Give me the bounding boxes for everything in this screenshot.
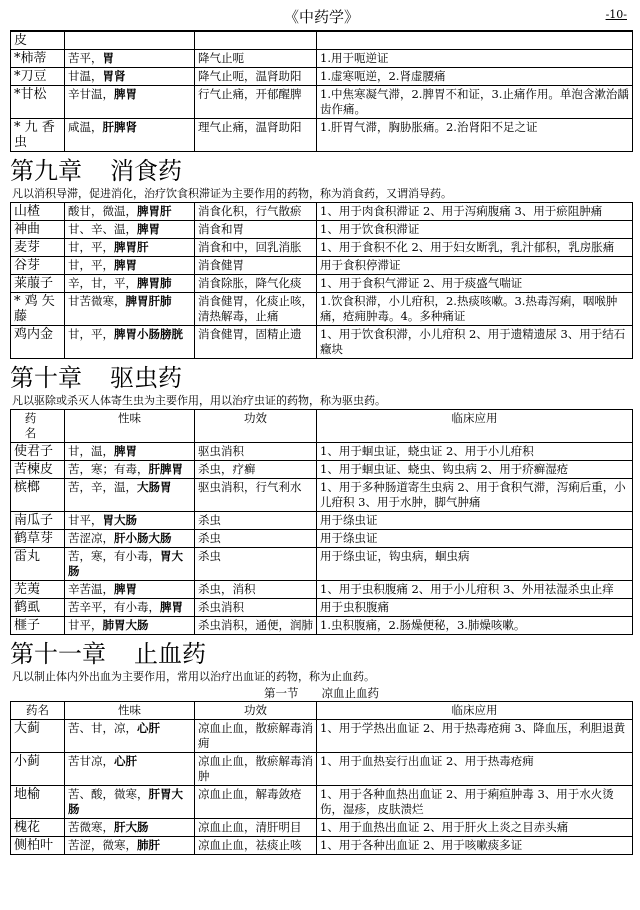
herb-name: 槟榔 <box>11 479 65 512</box>
herb-effect: 消食除胀，降气化痰 <box>195 275 317 293</box>
herb-name: * 九 香虫 <box>11 119 65 152</box>
herb-taste: 甘，平， <box>68 240 114 254</box>
table-row <box>11 581 633 599</box>
herb-taste: 苦平， <box>68 51 103 65</box>
herb-property <box>65 479 195 512</box>
herb-meridian: 胃大肠 <box>102 513 137 527</box>
table-row <box>11 32 633 50</box>
herb-clinical: 1.中焦寒凝气滞，2.脾胃不和证，3.止痛作用。单泡含漱治龋齿作痛。 <box>317 86 633 119</box>
table-row <box>11 221 633 239</box>
herb-meridian: 脾胃肝 <box>114 240 149 254</box>
herb-meridian: 脾胃 <box>114 582 137 596</box>
herb-effect: 凉血止血，散瘀解毒消痈 <box>195 720 317 753</box>
table-row <box>11 479 633 512</box>
herb-meridian: 肝脾胃 <box>148 462 183 476</box>
herb-effect: 凉血止血，解毒敛疮 <box>195 786 317 819</box>
herb-taste: 甘温， <box>68 69 103 83</box>
herb-clinical: 1、用于各种出血证 2、用于咳嗽痰多证 <box>317 837 633 855</box>
herb-taste: 辛甘温， <box>68 87 114 101</box>
herb-effect: 消食和中，回乳消胀 <box>195 239 317 257</box>
chapter-11-heading <box>10 639 633 669</box>
chapter-number: 第九章 <box>10 157 82 185</box>
herb-effect: 杀虫 <box>195 548 317 581</box>
herb-property <box>65 68 195 86</box>
herb-name: 侧柏叶 <box>11 837 65 855</box>
herb-name: 鹤草芽 <box>11 530 65 548</box>
herb-property <box>65 461 195 479</box>
herb-clinical: 1.用于呃逆证 <box>317 50 633 68</box>
chapter-title: 止血药 <box>134 640 206 668</box>
herb-effect <box>195 32 317 50</box>
herb-taste: 苦涩凉， <box>68 531 114 545</box>
herb-clinical: 1、用于虫积腹痛 2、用于小儿疳积 3、外用祛湿杀虫止痒 <box>317 581 633 599</box>
herb-name: 地榆 <box>11 786 65 819</box>
herb-property <box>65 617 195 635</box>
herb-clinical: 1、用于多种肠道寄生虫病 2、用于食积气滞，泻痢后重，小儿疳积 3、用于水肿，脚气肿痛 <box>317 479 633 512</box>
herb-property <box>65 50 195 68</box>
table-row <box>11 720 633 753</box>
herb-effect: 杀虫 <box>195 512 317 530</box>
table-row <box>11 326 633 359</box>
section-heading: 第一节 凉血止血药 <box>264 686 379 700</box>
header-name: 药名 <box>11 410 65 443</box>
header-taste: 性味 <box>65 702 195 720</box>
chapter-9-intro: 凡以消积导滞，促进消化，治疗饮食积滞证为主要作用的药物，称为消食药，又谓消导药。 <box>12 187 452 200</box>
herb-name: 南瓜子 <box>11 512 65 530</box>
herb-property <box>65 203 195 221</box>
page <box>10 0 633 855</box>
herb-clinical: 1.饮食积滞，小儿疳积，2.热痰咳嗽。3.热毒泻痢，咽喉肿痛，疮痈肿毒。4。多种痛证 <box>317 293 633 326</box>
page-number: -10- <box>605 8 627 21</box>
table-row <box>11 86 633 119</box>
table-row <box>11 293 633 326</box>
table-header-row <box>11 410 633 443</box>
herb-name: 芜荑 <box>11 581 65 599</box>
chapter-number: 第十一章 <box>10 640 106 668</box>
herb-name: *甘松 <box>11 86 65 119</box>
table-row <box>11 617 633 635</box>
herb-clinical: 1.肝胃气滞，胸胁胀痛。2.治肾阳不足之证 <box>317 119 633 152</box>
herb-taste: 甘，平， <box>68 327 114 341</box>
herb-effect: 凉血止血，祛痰止咳 <box>195 837 317 855</box>
herb-meridian: 脾胃 <box>160 600 183 614</box>
herb-taste: 辛苦温， <box>68 582 114 596</box>
herb-effect: 消食和胃 <box>195 221 317 239</box>
herb-name: 使君子 <box>11 443 65 461</box>
herb-clinical: 用于食积停滞证 <box>317 257 633 275</box>
herb-meridian: 肝小肠大肠 <box>114 531 172 545</box>
herb-name: 麦芽 <box>11 239 65 257</box>
table-hemostatic <box>10 701 633 855</box>
herb-taste: 苦辛平，有小毒， <box>68 600 160 614</box>
table-row <box>11 548 633 581</box>
herb-taste: 咸温， <box>68 120 103 134</box>
herb-clinical: 用于绦虫证 <box>317 530 633 548</box>
herb-effect: 行气止痛，开郁醒脾 <box>195 86 317 119</box>
herb-property <box>65 221 195 239</box>
herb-clinical: 1、用于学热出血证 2、用于热毒疮痈 3、降血压，利胆退黄 <box>317 720 633 753</box>
herb-taste: 苦，寒；有毒， <box>68 462 149 476</box>
herb-effect: 消食健胃 <box>195 257 317 275</box>
table-row <box>11 257 633 275</box>
herb-property <box>65 443 195 461</box>
herb-taste: 苦涩，微寒， <box>68 838 137 852</box>
herb-meridian: 脾胃肝 <box>137 204 172 218</box>
herb-effect: 杀虫消积 <box>195 599 317 617</box>
header-clinical: 临床应用 <box>317 410 633 443</box>
herb-taste: 甘平， <box>68 513 103 527</box>
herb-effect: 消食健胃，化痰止咳，清热解毒，止痛 <box>195 293 317 326</box>
herb-property <box>65 548 195 581</box>
herb-property <box>65 837 195 855</box>
herb-effect: 杀虫，消积 <box>195 581 317 599</box>
header-clinical: 临床应用 <box>317 702 633 720</box>
herb-clinical: 1、用于饮食积滞，小儿疳积 2、用于遗精遗尿 3、用于结石癥块 <box>317 326 633 359</box>
herb-meridian: 心肝 <box>137 721 160 735</box>
herb-property <box>65 599 195 617</box>
table-row <box>11 203 633 221</box>
herb-name: 苦楝皮 <box>11 461 65 479</box>
chapter-title: 驱虫药 <box>110 364 182 392</box>
chapter-title: 消食药 <box>110 157 182 185</box>
chapter-9-heading <box>10 156 633 186</box>
herb-clinical: 1、用于蛔虫证，蛲虫证 2、用于小儿疳积 <box>317 443 633 461</box>
herb-clinical: 1、用于肉食积滞证 2、用于泻痢腹痛 3、用于瘀阻肿痛 <box>317 203 633 221</box>
herb-name: 神曲 <box>11 221 65 239</box>
herb-meridian: 肝大肠 <box>114 820 149 834</box>
herb-effect: 降气止呃，温肾助阳 <box>195 68 317 86</box>
header-name: 药名 <box>11 702 65 720</box>
herb-effect: 杀虫 <box>195 530 317 548</box>
herb-clinical: 1、用于食积不化 2、用于妇女断乳，乳汁郁积，乳房胀痛 <box>317 239 633 257</box>
table-row <box>11 119 633 152</box>
table-header-row <box>11 702 633 720</box>
herb-clinical: 1.虫积腹痛，2.肠燥便秘，3.肺燥咳嗽。 <box>317 617 633 635</box>
table-anthelmintic <box>10 409 633 635</box>
herb-clinical: 1.虚寒呃逆，2.肾虚腰痛 <box>317 68 633 86</box>
chapter-number: 第十章 <box>10 364 82 392</box>
herb-property <box>65 530 195 548</box>
herb-name: 雷丸 <box>11 548 65 581</box>
herb-taste: 甘苦微寒， <box>68 294 126 308</box>
herb-taste: 苦，辛，温， <box>68 480 137 494</box>
herb-meridian: 脾胃小肠膀胱 <box>114 327 183 341</box>
herb-property <box>65 275 195 293</box>
chapter-11-intro: 凡以制止体内外出血为主要作用，常用以治疗出血证的药物，称为止血药。 <box>12 670 375 683</box>
herb-effect: 凉血止血，散瘀解毒消肿 <box>195 753 317 786</box>
herb-property <box>65 32 195 50</box>
herb-clinical: 用于虫积腹痛 <box>317 599 633 617</box>
herb-property <box>65 819 195 837</box>
herb-name: 鹤虱 <box>11 599 65 617</box>
table-row <box>11 50 633 68</box>
herb-meridian: 肝胃大肠 <box>68 787 183 816</box>
herb-effect: 杀虫消积，通便，润肺 <box>195 617 317 635</box>
herb-property <box>65 119 195 152</box>
herb-clinical: 用于绦虫证 <box>317 512 633 530</box>
herb-name: 莱菔子 <box>11 275 65 293</box>
table-row <box>11 275 633 293</box>
herb-name: 鸡内金 <box>11 326 65 359</box>
herb-taste: 苦，寒，有小毒， <box>68 549 160 563</box>
book-title: 《中药学》 <box>283 8 359 26</box>
table-row <box>11 239 633 257</box>
herb-name: 槐花 <box>11 819 65 837</box>
herb-clinical: 1、用于饮食积滞证 <box>317 221 633 239</box>
herb-taste: 甘，温， <box>68 444 114 458</box>
herb-property <box>65 753 195 786</box>
herb-clinical: 1、用于血热妄行出血证 2、用于热毒疮痈 <box>317 753 633 786</box>
herb-meridian: 脾胃 <box>114 258 137 272</box>
herb-taste: 苦、甘，凉， <box>68 721 137 735</box>
herb-name: 小蓟 <box>11 753 65 786</box>
table-row <box>11 512 633 530</box>
herb-name: 大蓟 <box>11 720 65 753</box>
herb-property <box>65 512 195 530</box>
herb-meridian: 胃肾 <box>102 69 126 83</box>
table-row <box>11 786 633 819</box>
herb-meridian: 脾胃 <box>114 444 137 458</box>
herb-name: 榧子 <box>11 617 65 635</box>
herb-meridian: 脾胃肝肺 <box>125 294 172 308</box>
herb-effect: 消食化积，行气散瘀 <box>195 203 317 221</box>
herb-clinical: 用于绦虫证，钩虫病，蛔虫病 <box>317 548 633 581</box>
herb-property <box>65 257 195 275</box>
herb-property <box>65 581 195 599</box>
header-taste: 性味 <box>65 410 195 443</box>
herb-effect: 消食健胃，固精止遗 <box>195 326 317 359</box>
herb-taste: 甘，平， <box>68 258 114 272</box>
table-row <box>11 443 633 461</box>
table-row <box>11 68 633 86</box>
table-row <box>11 530 633 548</box>
herb-meridian: 脾胃 <box>114 87 137 101</box>
herb-meridian: 胃 <box>102 51 114 65</box>
chapter-10-intro: 凡以驱除或杀灭人体寄生虫为主要作用，用以治疗虫证的药物，称为驱虫药。 <box>12 394 386 407</box>
herb-taste: 苦微寒， <box>68 820 114 834</box>
table-row <box>11 753 633 786</box>
herb-clinical: 1、用于血热出血证 2、用于肝火上炎之目赤头痛 <box>317 819 633 837</box>
herb-clinical <box>317 32 633 50</box>
herb-effect: 杀虫，疗癣 <box>195 461 317 479</box>
herb-property <box>65 239 195 257</box>
herb-clinical: 1、用于蛔虫证、蛲虫、钩虫病 2、用于疥癣湿疮 <box>317 461 633 479</box>
table-digestive <box>10 202 633 359</box>
table-row <box>11 837 633 855</box>
herb-meridian: 脾胃 <box>137 222 160 236</box>
table-row <box>11 461 633 479</box>
herb-name: 皮 <box>11 32 65 50</box>
herb-taste: 苦、酸，微寒， <box>68 787 149 801</box>
herb-effect: 凉血止血，清肝明目 <box>195 819 317 837</box>
header-effect: 功效 <box>195 410 317 443</box>
header-effect: 功效 <box>195 702 317 720</box>
herb-property <box>65 293 195 326</box>
herb-property <box>65 326 195 359</box>
herb-property <box>65 720 195 753</box>
page-header <box>10 0 633 31</box>
herb-meridian: 胃大肠 <box>68 549 183 578</box>
herb-meridian: 肺胃大肠 <box>102 618 149 632</box>
herb-name: * 鸡 矢 藤 <box>11 293 65 326</box>
herb-effect: 降气止呃 <box>195 50 317 68</box>
herb-clinical: 1、用于食积气滞证 2、用于痰盛气喘证 <box>317 275 633 293</box>
herb-property <box>65 86 195 119</box>
herb-name: *刀豆 <box>11 68 65 86</box>
herb-taste: 苦甘凉， <box>68 754 114 768</box>
herb-meridian: 肝脾肾 <box>102 120 137 134</box>
table-continued <box>10 31 633 152</box>
herb-name: *柿蒂 <box>11 50 65 68</box>
herb-taste: 甘平， <box>68 618 103 632</box>
chapter-10-heading <box>10 363 633 393</box>
herb-name: 谷芽 <box>11 257 65 275</box>
herb-taste: 辛，甘，平， <box>68 276 137 290</box>
herb-effect: 驱虫消积 <box>195 443 317 461</box>
herb-meridian: 大肠胃 <box>137 480 172 494</box>
herb-clinical: 1、用于各种血热出血证 2、用于痢疸肿毒 3、用于水火烫伤，湿疹，皮肤溃烂 <box>317 786 633 819</box>
herb-meridian: 心肝 <box>114 754 137 768</box>
herb-property <box>65 786 195 819</box>
table-row <box>11 599 633 617</box>
herb-name: 山楂 <box>11 203 65 221</box>
herb-meridian: 肺肝 <box>137 838 160 852</box>
table-row <box>11 819 633 837</box>
herb-effect: 理气止痛，温肾助阳 <box>195 119 317 152</box>
herb-taste: 甘、辛、温， <box>68 222 137 236</box>
herb-taste: 酸甘，微温， <box>68 204 137 218</box>
herb-meridian: 脾胃肺 <box>137 276 172 290</box>
herb-effect: 驱虫消积，行气利水 <box>195 479 317 512</box>
